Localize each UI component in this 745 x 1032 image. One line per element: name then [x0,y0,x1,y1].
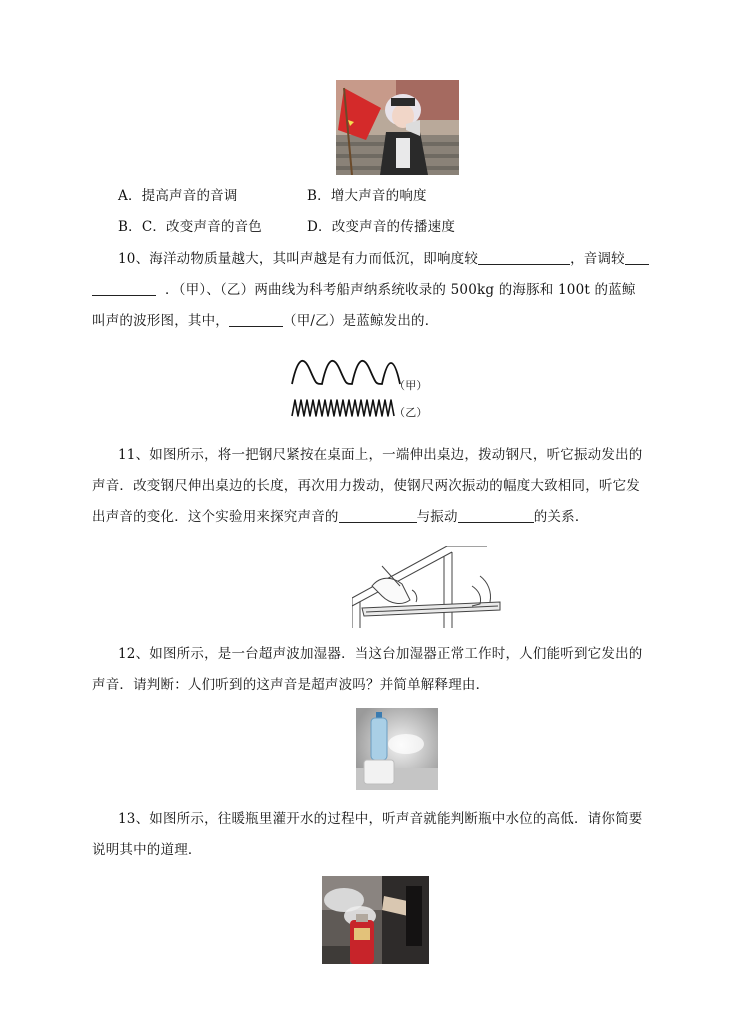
q11-line1: 11、如图所示，将一把钢尺紧按在桌面上，一端伸出桌边，拨动钢尺，听它振动发出的 [118,447,643,463]
q11-blank-2 [458,508,534,523]
q10-text-5: （甲/乙）是蓝鲸发出的． [283,313,439,329]
option-a: A．提高声音的音调 [118,188,238,204]
q10-line2 [92,281,636,299]
thermos-photo [322,876,429,964]
q10-blank-pitch [92,281,156,296]
q12-line2: 声音．请判断：人们听到的这声音是超声波吗？并简单解释理由． [92,677,490,693]
option-b: B．增大声音的响度 [307,188,427,204]
q10-text-3: ．（甲）、（乙）两曲线为科考船声纳系统收录的 500kg 的海豚和 100t 的蓝鲸 [164,282,636,298]
ruler-table-drawing [352,546,504,628]
q13-line2: 说明其中的道理． [92,842,202,858]
q11-line2: 声音．改变钢尺伸出桌边的长度，再次用力拨动，使钢尺两次振动的幅度大致相同，听它发 [92,478,640,494]
q11-line3 [92,508,589,526]
option-d: D．改变声音的传播速度 [307,219,456,235]
humidifier-photo [356,708,438,790]
q10-text-1: 10、海洋动物质量越大，其叫声越是有力而低沉，即响度较 [118,251,479,267]
megaphone-girl-photo [336,80,459,175]
q10-blank-pitch-start [625,250,649,265]
q10-line3 [92,312,438,330]
q10-blank-whale [229,312,283,327]
q10-text-4: 叫声的波形图，其中， [92,313,229,329]
q11-text-2: 与振动 [416,509,458,525]
q11-text-1: 出声音的变化．这个实验用来探究声音的 [92,509,339,525]
label-jia: （甲） [394,379,428,392]
waveform-jia [292,361,400,384]
option-c: B．C．改变声音的音色 [118,219,262,235]
waveform-yi [292,400,394,416]
q13-line1: 13、如图所示，往暖瓶里灌开水的过程中，听声音就能判断瓶中水位的高低．请你简要 [118,811,643,827]
q11-blank-1 [339,508,417,523]
q10-blank-loudness [478,250,570,265]
q10-line1 [118,250,649,268]
q11-text-3: 的关系． [533,509,589,525]
q12-line1: 12、如图所示，是一台超声波加湿器．当这台加湿器正常工作时，人们能听到它发出的 [118,646,643,662]
q10-text-2: ，音调较 [570,251,625,267]
label-yi: （乙） [394,406,428,419]
